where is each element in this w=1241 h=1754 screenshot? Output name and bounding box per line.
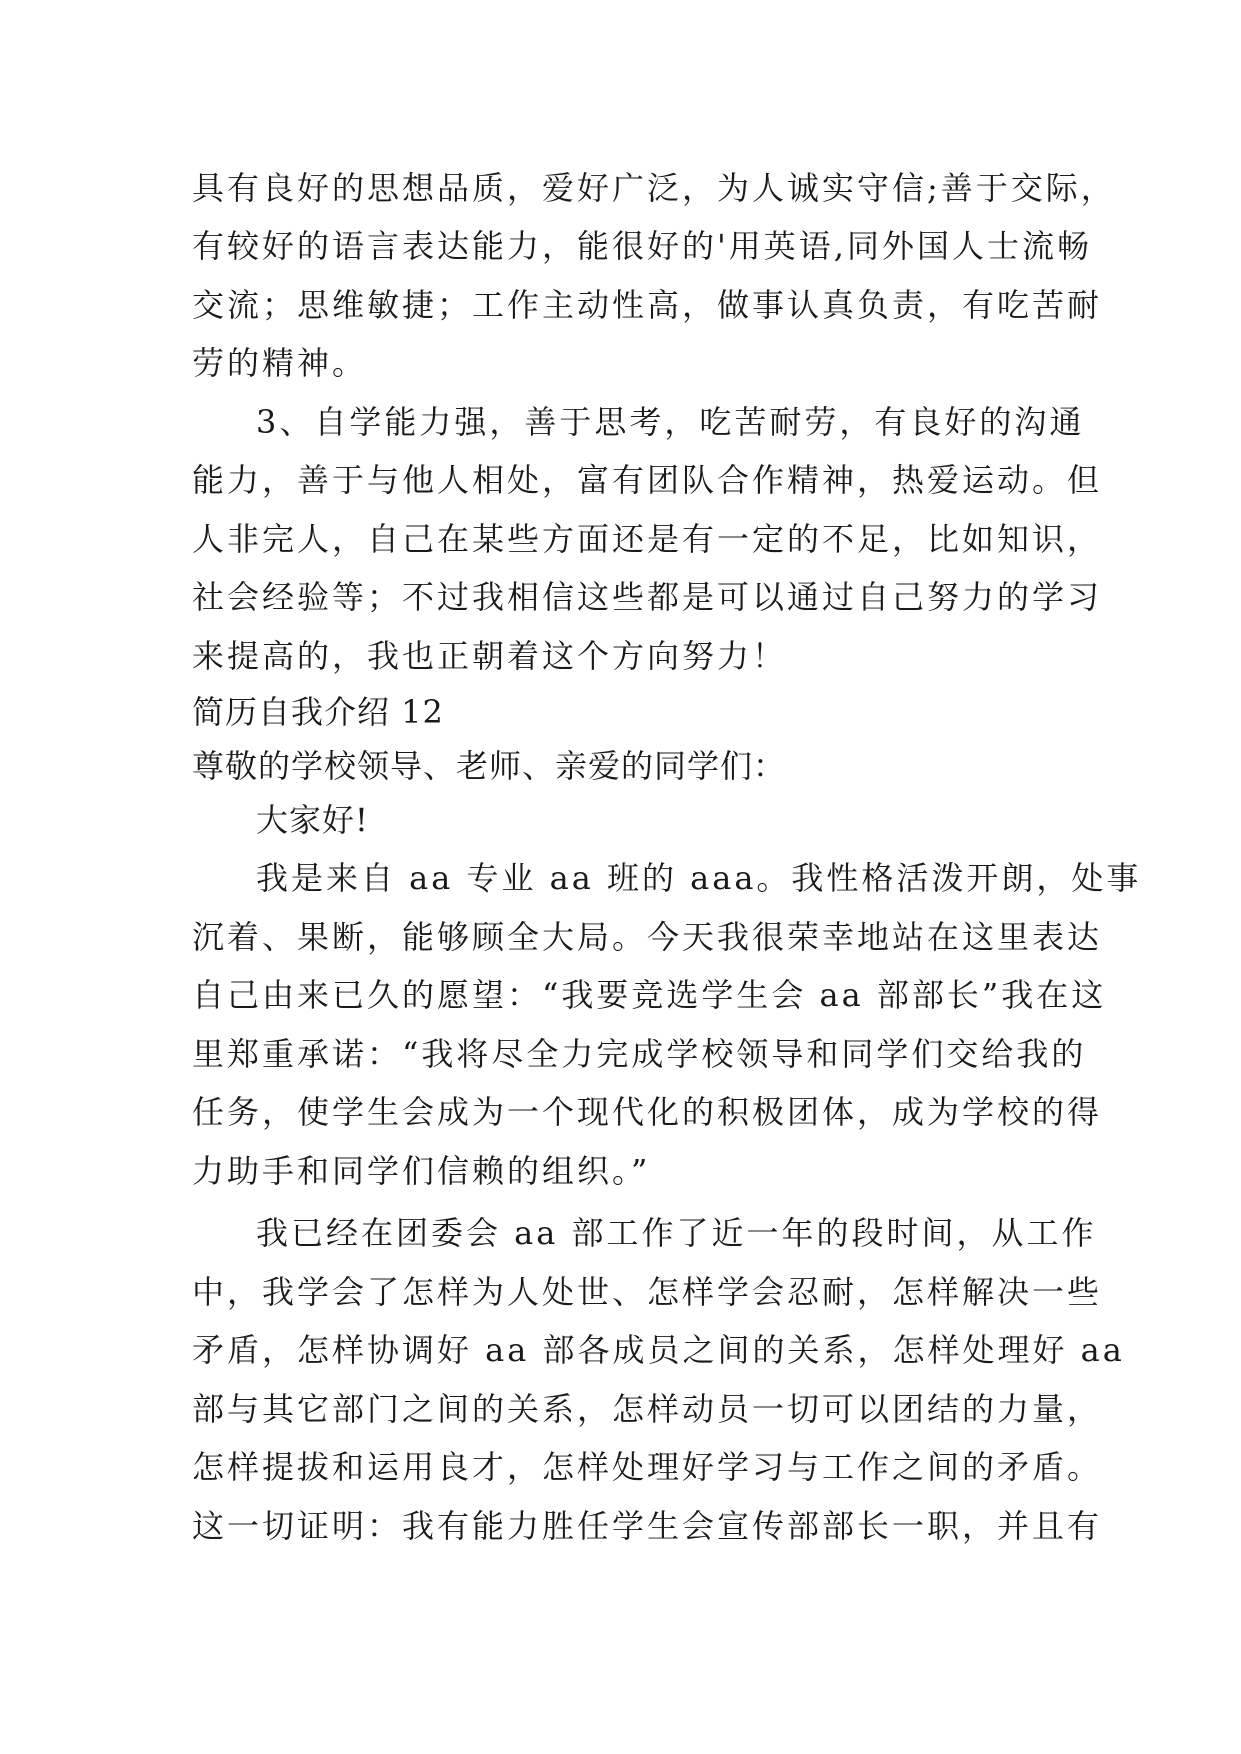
paragraph-line: 怎样提拔和运用良才，怎样处理好学习与工作之间的矛盾。 — [192, 1448, 1103, 1486]
paragraph-line: 我是来自 aa 专业 aa 班的 aaa。我性格活泼开朗，处事 — [256, 859, 1142, 897]
paragraph-line: 自己由来已久的愿望：“我要竞选学生会 aa 部部长”我在这 — [192, 976, 1107, 1014]
greeting: 大家好! — [256, 801, 369, 839]
paragraph-line: 来提高的，我也正朝着这个方向努力！ — [192, 637, 788, 675]
paragraph-line: 3、自学能力强，善于思考，吃苦耐劳，有良好的沟通 — [256, 403, 1085, 441]
paragraph-line: 中，我学会了怎样为人处世、怎样学会忍耐，怎样解决一些 — [192, 1273, 1103, 1311]
salutation: 尊敬的学校领导、老师、亲爱的同学们： — [192, 747, 787, 785]
paragraph-line: 人非完人，自己在某些方面还是有一定的不足，比如知识， — [192, 520, 1103, 558]
paragraph-line: 劳的精神。 — [192, 344, 368, 382]
paragraph-line: 矛盾，怎样协调好 aa 部各成员之间的关系，怎样处理好 aa — [192, 1331, 1125, 1369]
paragraph-line: 我已经在团委会 aa 部工作了近一年的段时间，从工作 — [256, 1214, 1097, 1252]
paragraph-line: 力助手和同学们信赖的组织。” — [192, 1152, 651, 1190]
paragraph-line: 能力，善于与他人相处，富有团队合作精神，热爱运动。但 — [192, 461, 1103, 499]
paragraph-line: 沉着、果断，能够顾全大局。今天我很荣幸地站在这里表达 — [192, 918, 1103, 956]
paragraph-line: 任务，使学生会成为一个现代化的积极团体，成为学校的得 — [192, 1093, 1103, 1131]
paragraph-line: 社会经验等；不过我相信这些都是可以通过自己努力的学习 — [192, 578, 1103, 616]
section-heading: 简历自我介绍 12 — [192, 693, 444, 731]
paragraph-line: 具有良好的思想品质，爱好广泛，为人诚实守信;善于交际， — [192, 169, 1116, 207]
paragraph-line: 交流；思维敏捷；工作主动性高，做事认真负责，有吃苦耐 — [192, 286, 1103, 324]
paragraph-line: 这一切证明：我有能力胜任学生会宣传部部长一职，并且有 — [192, 1507, 1103, 1545]
paragraph-line: 里郑重承诺：“我将尽全力完成学校领导和同学们交给我的 — [192, 1035, 1087, 1073]
paragraph-line: 部与其它部门之间的关系，怎样动员一切可以团结的力量， — [192, 1390, 1103, 1428]
paragraph-line: 有较好的语言表达能力，能很好的'用英语,同外国人士流畅 — [192, 227, 1092, 265]
